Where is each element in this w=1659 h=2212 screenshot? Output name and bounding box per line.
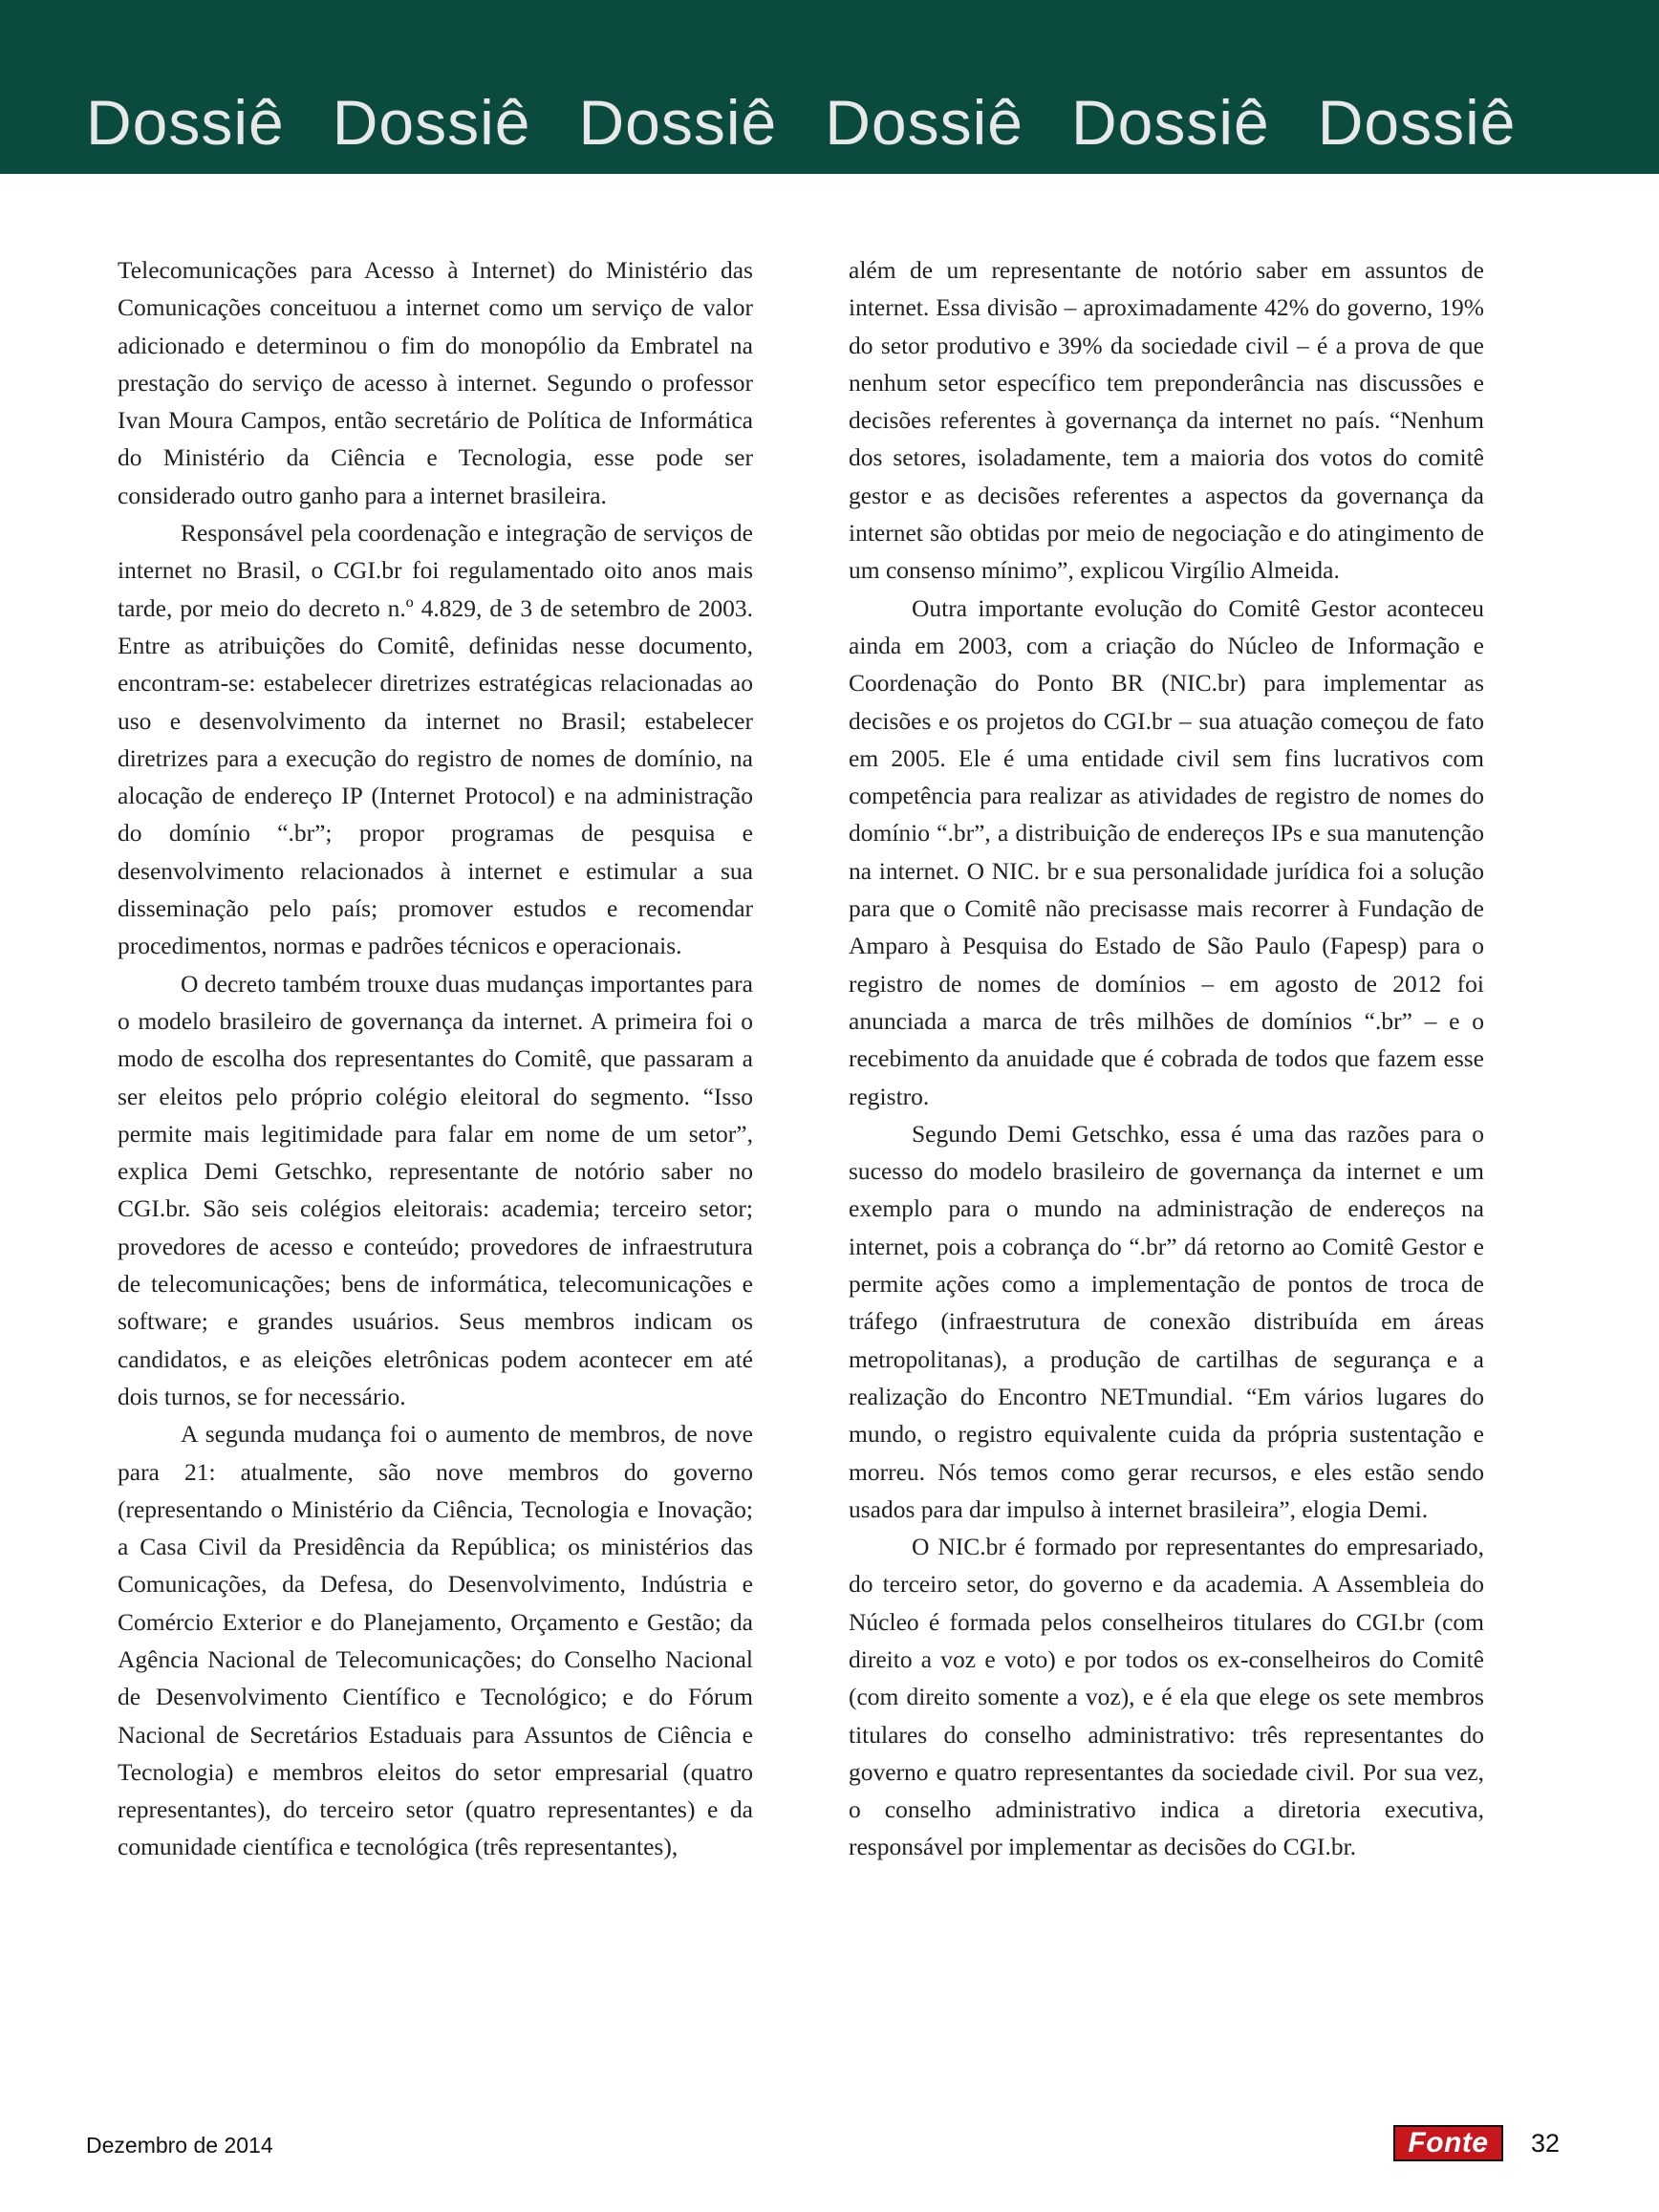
- paragraph: O NIC.br é formado por representantes do empresariado, do terceiro setor, do governo e da academia. A Assembleia do Núcleo é formada pelos conselheiros titulares do CGI.br (com direito a voz e voto) e por todos os ex-conselheiros do Comitê (com direito somente a voz), e é ela que elege os sete membros titulares do conselho administrativo: três representantes do governo e quatro representantes da sociedade civil. Por sua vez, o conselho administrativo indica a diretoria executiva, responsável por implementar as decisões do CGI.br.: [849, 1533, 1484, 1861]
- fonte-logo: Fonte: [1393, 2125, 1503, 2161]
- dossie-banner: [0, 0, 1659, 174]
- banner-word: Dossiê: [578, 87, 778, 158]
- banner-word: Dossiê: [1071, 87, 1270, 158]
- paragraph: Responsável pela coordenação e integração de serviços de internet no Brasil, o CGI.br foi regulamentado oito anos mais tarde, por meio do decreto n.º 4.829, de 3 de setembro de 2003. Entre as atribuições do Comitê, definidas nesse documento, encontram-se: estabelecer diretrizes estratégicas relacionadas ao uso e desenvolvimento da internet no Brasil; estabelecer diretrizes para a execução do registro de nomes de domínio, na alocação de endereço IP (Internet Protocol) e na administração do domínio “.br”; propor programas de pesquisa e desenvolvimento relacionados à internet e estimular a sua disseminação pelo país; promover estudos e recomendar procedimentos, normas e padrões técnicos e operacionais.: [118, 519, 753, 960]
- article-column-left: [118, 251, 753, 1866]
- paragraph: além de um representante de notório saber em assuntos de internet. Essa divisão – aproximadamente 42% do governo, 19% do setor produtivo e 39% da sociedade civil – é a prova de que nenhum setor específico tem preponderância nas discussões e decisões referentes à governança da internet no país. “Nenhum dos setores, isoladamente, tem a maioria dos votos do comitê gestor e as decisões referentes a aspectos da governança da internet são obtidas por meio de negociação e do atingimento de um consenso mínimo”, explicou Virgílio Almeida.: [849, 256, 1484, 585]
- paragraph: Outra importante evolução do Comitê Gestor aconteceu ainda em 2003, com a criação do Núcleo de Informação e Coordenação do Ponto BR (NIC.br) para implementar as decisões e os projetos do CGI.br – sua atuação começou de fato em 2005. Ele é uma entidade civil sem fins lucrativos com competência para realizar as atividades de registro de nomes do domínio “.br”, a distribuição de endereços IPs e sua manutenção na internet. O NIC. br e sua personalidade jurídica foi a solução para que o Comitê não precisasse mais recorrer à Fundação de Amparo à Pesquisa do Estado de São Paulo (Fapesp) para o registro de nomes de domínios – em agosto de 2012 foi anunciada a marca de três milhões de domínios “.br” – e o recebimento da anuidade que é cobrada de todos que fazem esse registro.: [849, 593, 1484, 1110]
- paragraph: O decreto também trouxe duas mudanças importantes para o modelo brasileiro de governança da internet. A primeira foi o modo de escolha dos representantes do Comitê, que passaram a ser eleitos pelo próprio colégio eleitoral do segmento. “Isso permite mais legitimidade para falar em nome de um setor”, explica Demi Getschko, representante de notório saber no CGI.br. São seis colégios eleitorais: academia; terceiro setor; provedores de acesso e conteúdo; provedores de infraestrutura de telecomunicações; bens de informática, telecomunicações e software; e grandes usuários. Seus membros indicam os candidatos, e as eleições eletrônicas podem acontecer em até dois turnos, se for necessário.: [118, 969, 753, 1410]
- banner-words: [86, 84, 1634, 161]
- paragraph: Telecomunicações para Acesso à Internet) do Ministério das Comunicações conceituou a internet como um serviço de valor adicionado e determinou o fim do monopólio da Embratel na prestação do serviço de acesso à internet. Segundo o professor Ivan Moura Campos, então secretário de Política de Informática do Ministério da Ciência e Tecnologia, esse pode ser considerado outro ganho para a internet brasileira.: [118, 256, 753, 509]
- banner-word: Dossiê: [1317, 87, 1517, 158]
- page-number: 32: [1531, 2129, 1561, 2158]
- banner-word: Dossiê: [86, 87, 285, 158]
- paragraph: A segunda mudança foi o aumento de membros, de nove para 21: atualmente, são nove membros do governo (representando o Ministério da Ciência, Tecnologia e Inovação; a Casa Civil da Presidência da República; os ministérios das Comunicações, da Defesa, do Desenvolvimento, Indústria e Comércio Exterior e do Planejamento, Orçamento e Gestão; da Agência Nacional de Telecomunicações; do Conselho Nacional de Desenvolvimento Científico e Tecnológico; e do Fórum Nacional de Secretários Estaduais para Assuntos de Ciência e Tecnologia) e membros eleitos do setor empresarial (quatro representantes), do terceiro setor (quatro representantes) e da comunidade científica e tecnológica (três representantes),: [118, 1420, 753, 1861]
- article-column-right: [849, 251, 1484, 1866]
- banner-word: Dossiê: [825, 87, 1023, 158]
- banner-word: Dossiê: [332, 87, 531, 158]
- footer-date: Dezembro de 2014: [86, 2133, 273, 2158]
- paragraph: Segundo Demi Getschko, essa é uma das razões para o sucesso do modelo brasileiro de governança da internet e um exemplo para o mundo na administração de endereços na internet, pois a cobrança do “.br” dá retorno ao Comitê Gestor e permite ações como a implementação de pontos de troca de tráfego (infraestrutura de conexão distribuída em áreas metropolitanas), a produção de cartilhas de segurança e a realização do Encontro NETmundial. “Em vários lugares do mundo, o registro equivalente cuida da própria sustentação e morreu. Nós temos como gerar recursos, e eles estão sendo usados para dar impulso à internet brasileira”, elogia Demi.: [849, 1119, 1484, 1523]
